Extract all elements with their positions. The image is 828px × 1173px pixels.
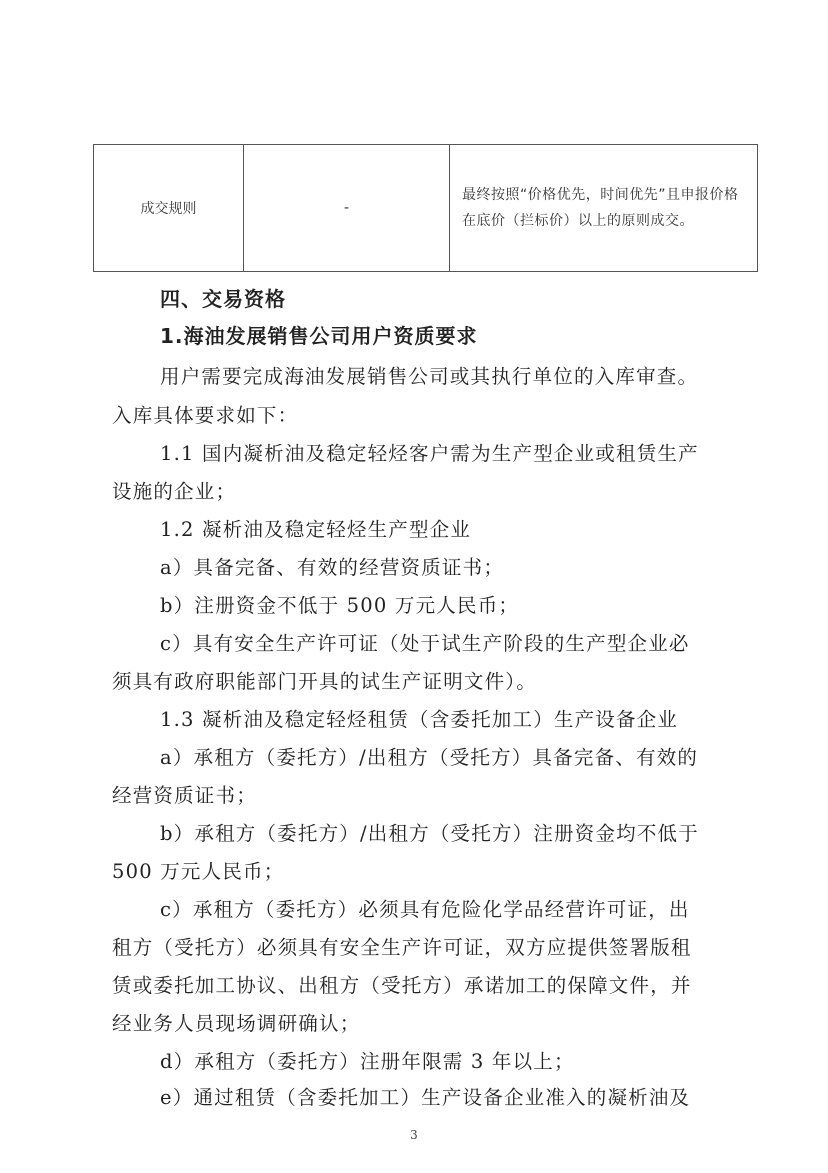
paragraph-line: 1.1 国内凝析油及稳定轻烃客户需为生产型企业或租赁生产 — [160, 442, 699, 465]
page-number: 3 — [410, 1128, 418, 1142]
paragraph-line: e）通过租赁（含委托加工）生产设备企业准入的凝析油及 — [160, 1086, 691, 1109]
paragraph-line: 1.2 凝析油及稳定轻烃生产型企业 — [160, 518, 472, 541]
paragraph-line: 入库具体要求如下： — [112, 404, 299, 427]
paragraph-line: c）承租方（委托方）必须具有危险化学品经营许可证，出 — [160, 898, 690, 921]
paragraph-line: c）具有安全生产许可证（处于试生产阶段的生产型企业必 — [160, 632, 690, 655]
paragraph-line: 设施的企业； — [112, 480, 237, 503]
paragraph-line: 500 万元人民币； — [112, 860, 285, 883]
paragraph-line: d）承租方（委托方）注册年限需 3 年以上； — [160, 1050, 575, 1073]
table-cell-rule: 最终按照“价格优先，时间优先”且申报价格在底价（拦标价）以上的原则成交。 — [462, 187, 739, 229]
table-cell-label: 成交规则 — [94, 145, 244, 271]
section-title: 四、交易资格 — [160, 287, 286, 311]
paragraph-line: 用户需要完成海油发展销售公司或其执行单位的入库审查。 — [160, 365, 699, 388]
paragraph-line: a）承租方（委托方）/出租方（受托方）具备完备、有效的 — [160, 746, 699, 769]
paragraph-line: b）注册资金不低于 500 万元人民币； — [160, 594, 520, 617]
paragraph-line: 1.3 凝析油及稳定轻烃租赁（含委托加工）生产设备企业 — [160, 708, 679, 731]
subsection-title: 1.海油发展销售公司用户资质要求 — [160, 324, 478, 348]
paragraph-line: b）承租方（委托方）/出租方（受托方）注册资金均不低于 — [160, 822, 699, 845]
paragraph-line: 经营资质证书； — [112, 784, 257, 807]
paragraph-line: a）具备完备、有效的经营资质证书； — [160, 556, 505, 579]
paragraph-line: 租方（受托方）必须具有安全生产许可证，双方应提供签署版租 — [112, 936, 692, 959]
paragraph-line: 赁或委托加工协议、出租方（受托方）承诺加工的保障文件，并 — [112, 974, 692, 997]
table-cell-middle: - — [244, 145, 450, 271]
rules-table — [93, 144, 758, 272]
paragraph-line: 经业务人员现场调研确认； — [112, 1012, 361, 1035]
paragraph-line: 须具有政府职能部门开具的试生产证明文件）。 — [112, 670, 537, 693]
